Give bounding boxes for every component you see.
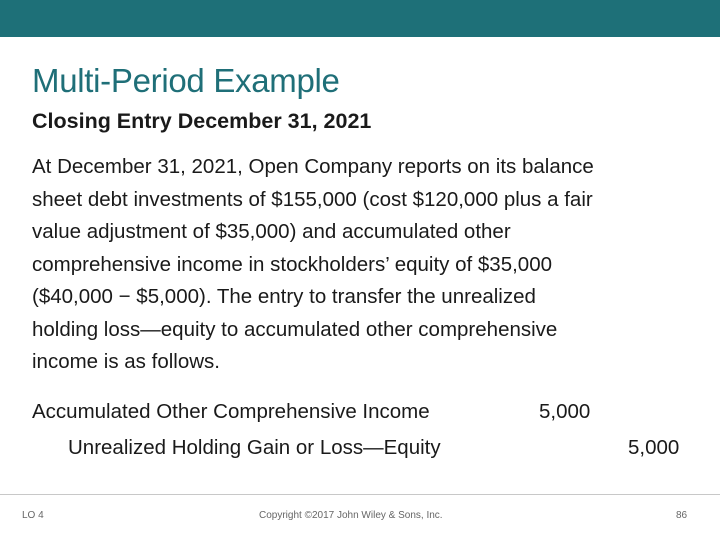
slide-title: Multi-Period Example: [32, 62, 340, 99]
footer-divider: [0, 494, 720, 495]
credit-account: Unrealized Holding Gain or Loss—Equity: [68, 436, 441, 459]
credit-amount: 5,000: [628, 436, 680, 459]
page-number: 86: [676, 510, 688, 521]
body-line: comprehensive income in stockholders’ equity of $35,000: [32, 252, 553, 276]
body-line: holding loss—equity to accumulated other comprehensive: [32, 317, 558, 341]
top-bar: [0, 0, 720, 37]
body-line: value adjustment of $35,000) and accumulated other: [32, 220, 511, 243]
slide-subtitle: Closing Entry December 31, 2021: [32, 109, 372, 133]
body-line: sheet debt investments of $155,000 (cost $120,000 plus a fair: [32, 187, 593, 211]
debit-amount: 5,000: [539, 400, 591, 423]
debit-account: Accumulated Other Comprehensive Income: [32, 400, 430, 423]
body-paragraph: [32, 151, 702, 379]
body-line: income is as follows.: [32, 350, 220, 373]
learning-objective-label: LO 4: [22, 510, 44, 521]
body-line: ($40,000 − $5,000). The entry to transfer the unrealized: [32, 285, 536, 308]
copyright-notice: Copyright ©2017 John Wiley & Sons, Inc.: [259, 510, 443, 521]
body-line: At December 31, 2021, Open Company reports on its balance: [32, 155, 594, 178]
